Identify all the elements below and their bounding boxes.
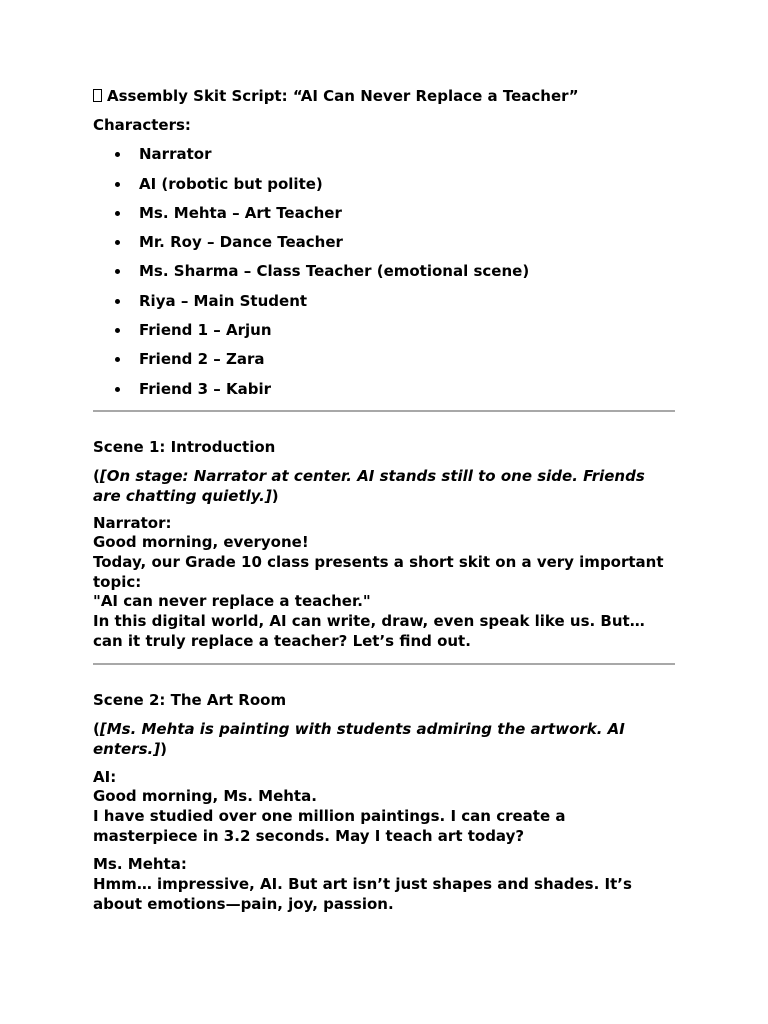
skit-script-document (93, 86, 675, 915)
list-item: Narrator (93, 144, 675, 164)
ms-mehta-speech (93, 855, 675, 914)
bullet-icon (115, 240, 120, 245)
narrator-speech (93, 514, 675, 652)
speaker-label: Narrator: (93, 513, 172, 532)
bullet-icon (115, 211, 120, 216)
speaker-label: AI: (93, 767, 117, 786)
list-item: AI (robotic but polite) (93, 174, 675, 194)
bullet-icon (115, 328, 120, 333)
characters-list (93, 144, 675, 398)
bullet-icon (115, 357, 120, 362)
speech-line: I have studied over one million paintings. I can create a masterpiece in 3.2 seconds. May I teach art today? (93, 807, 566, 845)
list-item: Friend 1 – Arjun (93, 320, 675, 340)
scene-2-stage-direction: ([Ms. Mehta is painting with students admiring the artwork. AI enters.]) (93, 719, 625, 758)
speech-line: Good morning, Ms. Mehta. (93, 787, 317, 806)
characters-label: Characters: (93, 116, 191, 134)
speech-line: Good morning, everyone! (93, 533, 309, 552)
document-title-text: Assembly Skit Script: “AI Can Never Replace a Teacher” (107, 87, 579, 105)
list-item: Friend 2 – Zara (93, 349, 675, 369)
speech-line: Hmm… impressive, AI. But art isn’t just shapes and shades. It’s about emotions—pain, joy, passion. (93, 875, 632, 913)
bullet-icon (115, 299, 120, 304)
document-title (93, 86, 675, 106)
section-divider (93, 410, 675, 412)
bullet-icon (115, 182, 120, 187)
list-item: Ms. Sharma – Class Teacher (emotional scene) (93, 261, 675, 281)
speech-line: "AI can never replace a teacher." (93, 592, 371, 611)
bullet-icon (115, 269, 120, 274)
bullet-icon (115, 387, 120, 392)
scene-2-heading: Scene 2: The Art Room (93, 690, 287, 709)
bullet-icon (115, 152, 120, 157)
list-item: Friend 3 – Kabir (93, 379, 675, 399)
ai-speech (93, 768, 675, 847)
scene-1-heading: Scene 1: Introduction (93, 437, 276, 456)
scene-1-stage-direction: ([On stage: Narrator at center. AI stands still to one side. Friends are chatting quietly.]) (93, 466, 645, 505)
speaker-label: Ms. Mehta: (93, 855, 187, 874)
section-divider (93, 663, 675, 665)
document-icon (93, 89, 102, 102)
list-item: Ms. Mehta – Art Teacher (93, 203, 675, 223)
speech-line: In this digital world, AI can write, draw, even speak like us. But… can it truly replace a teacher? Let’s find out. (93, 612, 645, 650)
speech-line: Today, our Grade 10 class presents a short skit on a very important topic: (93, 553, 664, 591)
list-item: Mr. Roy – Dance Teacher (93, 232, 675, 252)
list-item: Riya – Main Student (93, 291, 675, 311)
